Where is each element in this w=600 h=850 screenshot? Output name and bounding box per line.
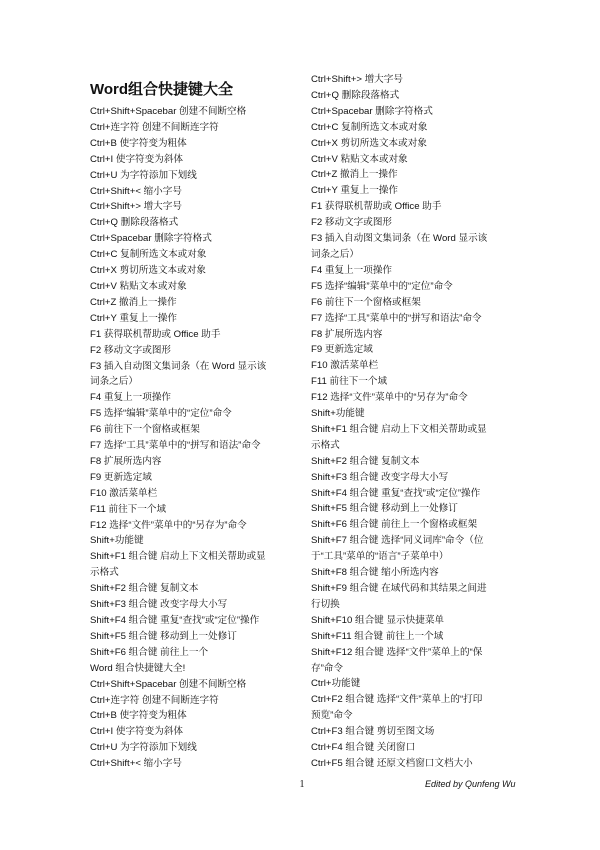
shortcut-line: 词条之后） [90, 376, 138, 388]
shortcut-line: Shift+F6 组合键 前往上一个窗格或框架 [311, 519, 478, 531]
shortcut-line: Ctrl+Spacebar 删除字符格式 [311, 105, 433, 117]
shortcut-line: Shift+F4 组合键 重复“查找”或“定位”操作 [90, 615, 260, 626]
shortcut-line: Ctrl+Shift+< 缩小字号 [90, 185, 182, 197]
shortcut-line: Shift+F5 组合键 移动到上一处修订 [90, 630, 237, 642]
shortcut-line: Ctrl+Shift+Spacebar 创建不间断空格 [90, 106, 247, 117]
shortcut-line: Ctrl+Q 删除段落格式 [90, 217, 179, 229]
shortcut-line: F9 更新选定域 [311, 344, 373, 356]
shortcut-line: F3 插入自动图文集词条（在 Word 显示该 [90, 360, 267, 372]
shortcut-line: Ctrl+U 为字符添加下划线 [90, 742, 197, 754]
shortcut-line: Shift+F2 组合键 复制文本 [90, 583, 199, 595]
shortcut-line: 示格式 [311, 439, 340, 451]
shortcut-line: F4 重复上一项操作 [311, 264, 393, 276]
shortcut-line: Ctrl+V 粘贴文本或对象 [311, 153, 408, 165]
shortcut-line: 行切换 [311, 598, 340, 610]
shortcut-line: F10 激活菜单栏 [90, 487, 158, 499]
shortcut-line: F5 选择“编辑”菜单中的“定位”命令 [311, 280, 453, 292]
shortcut-line: Ctrl+Z 撤消上一操作 [90, 296, 177, 308]
shortcut-line: Ctrl+Z 撤消上一操作 [311, 169, 398, 181]
shortcut-line: Ctrl+Y 重复上一操作 [311, 185, 398, 197]
shortcut-line: Ctrl+X 剪切所选文本或对象 [311, 137, 427, 149]
shortcut-line: F1 获得联机帮助或 Office 助手 [311, 201, 442, 213]
shortcut-line: 示格式 [90, 567, 119, 579]
shortcut-line: Ctrl+Q 删除段落格式 [311, 89, 400, 101]
shortcut-line: Ctrl+I 使字符变为斜体 [90, 153, 184, 165]
shortcut-line: F8 扩展所选内容 [311, 328, 383, 340]
page-number: 1 [299, 779, 305, 790]
shortcut-line: F10 激活菜单栏 [311, 360, 379, 372]
shortcut-line: Shift+F2 组合键 复制文本 [311, 455, 420, 467]
shortcut-line: Ctrl+Shift+< 缩小字号 [90, 758, 182, 770]
shortcut-line: F8 扩展所选内容 [90, 455, 162, 467]
shortcut-line: Ctrl+连字符 创建不间断连字符 [90, 121, 219, 133]
shortcut-line: Ctrl+C 复制所选文本或对象 [311, 121, 428, 133]
shortcut-line: Shift+F10 组合键 显示快捷菜单 [311, 614, 445, 626]
shortcut-line: Shift+F11 组合键 前往上一个域 [311, 630, 444, 642]
shortcut-line: Ctrl+I 使字符变为斜体 [90, 726, 184, 738]
shortcut-line: F6 前往下一个窗格或框架 [90, 424, 200, 436]
shortcut-line: F4 重复上一项操作 [90, 392, 172, 404]
shortcut-line: F12 选择“文件”菜单中的“另存为”命令 [90, 519, 247, 531]
shortcut-line: Shift+F12 组合键 选择“文件”菜单上的“保 [311, 646, 483, 658]
shortcut-line: Ctrl+Shift+> 增大字号 [90, 201, 182, 213]
shortcut-line: Ctrl+Shift+Spacebar 创建不间断空格 [90, 678, 247, 690]
shortcut-line: F2 移动文字或图形 [311, 217, 393, 229]
shortcut-line: Ctrl+连字符 创建不间断连字符 [90, 694, 219, 706]
shortcut-line: 词条之后） [311, 248, 359, 260]
shortcut-line: Ctrl+Shift+> 增大字号 [311, 74, 403, 85]
shortcut-line: Ctrl+Y 重复上一操作 [90, 312, 177, 324]
shortcut-line: F12 选择“文件”菜单中的“另存为”命令 [311, 392, 468, 404]
shortcut-line: 存”命令 [311, 662, 343, 674]
shortcut-line: Shift+F6 组合键 前往上一个 [90, 646, 209, 658]
shortcut-line: F11 前往下一个域 [311, 376, 388, 388]
shortcut-line: F11 前往下一个域 [90, 503, 167, 515]
shortcut-line: Ctrl+B 使字符变为粗体 [90, 710, 187, 722]
shortcut-line: F9 更新选定域 [90, 471, 152, 483]
shortcut-line: Ctrl+Spacebar 删除字符格式 [90, 233, 212, 245]
shortcut-line: Shift+F5 组合键 移动到上一处修订 [311, 503, 458, 515]
shortcut-line: Shift+F1 组合键 启动上下文相关帮助或显 [90, 551, 266, 563]
shortcut-line: Word 组合快捷键大全! [90, 662, 186, 674]
shortcut-line: Ctrl+U 为字符添加下划线 [90, 169, 197, 181]
shortcut-line: F3 插入自动图文集词条（在 Word 显示该 [311, 233, 488, 245]
shortcut-line: Shift+功能键 [90, 535, 144, 547]
shortcut-line: Shift+F9 组合键 在域代码和其结果之间进 [311, 583, 487, 594]
shortcut-line: Shift+功能键 [311, 408, 365, 420]
shortcut-line: Ctrl+F3 组合键 剪切至图文场 [311, 726, 435, 738]
editor-credit: Edited by Qunfeng Wu [425, 779, 516, 789]
shortcut-line: Shift+F1 组合键 启动上下文相关帮助或显 [311, 423, 487, 435]
shortcut-line: 于“工具”菜单的“语言”子菜单中） [311, 551, 449, 563]
shortcut-line: Shift+F8 组合键 缩小所选内容 [311, 567, 439, 579]
shortcut-line: F7 选择“工具”菜单中的“拼写和语法”命令 [311, 312, 482, 324]
shortcut-line: Shift+F3 组合键 改变字母大小写 [311, 471, 449, 483]
shortcut-line: Ctrl+C 复制所选文本或对象 [90, 249, 207, 261]
shortcut-line: Ctrl+B 使字符变为粗体 [90, 137, 187, 149]
left-column [90, 104, 312, 772]
shortcut-line: Ctrl+V 粘贴文本或对象 [90, 280, 187, 292]
document-title: Word组合快捷键大全 [90, 81, 234, 98]
shortcut-line: Shift+F7 组合键 选择“同义词库”命令（位 [311, 535, 484, 547]
shortcut-line: 预览”命令 [311, 710, 353, 722]
shortcut-line: F2 移动文字或图形 [90, 344, 172, 356]
shortcut-line: F5 选择“编辑”菜单中的“定位”命令 [90, 408, 232, 420]
shortcut-line: Ctrl+X 剪切所选文本或对象 [90, 265, 206, 277]
shortcut-line: Shift+F4 组合键 重复“查找”或“定位”操作 [311, 487, 481, 499]
shortcut-line: F6 前往下一个窗格或框架 [311, 296, 421, 308]
shortcut-line: Shift+F3 组合键 改变字母大小写 [90, 599, 228, 611]
shortcut-line: Ctrl+功能键 [311, 678, 361, 690]
shortcut-line: F1 获得联机帮助或 Office 助手 [90, 328, 221, 340]
shortcut-line: F7 选择“工具”菜单中的“拼写和语法”命令 [90, 440, 261, 452]
shortcut-line: Ctrl+F4 组合键 关闭窗口 [311, 742, 416, 754]
right-column [311, 72, 533, 772]
shortcut-line: Ctrl+F2 组合键 选择“文件”菜单上的“打印 [311, 694, 483, 706]
shortcut-line: Ctrl+F5 组合键 还原文档窗口文档大小 [311, 757, 473, 769]
